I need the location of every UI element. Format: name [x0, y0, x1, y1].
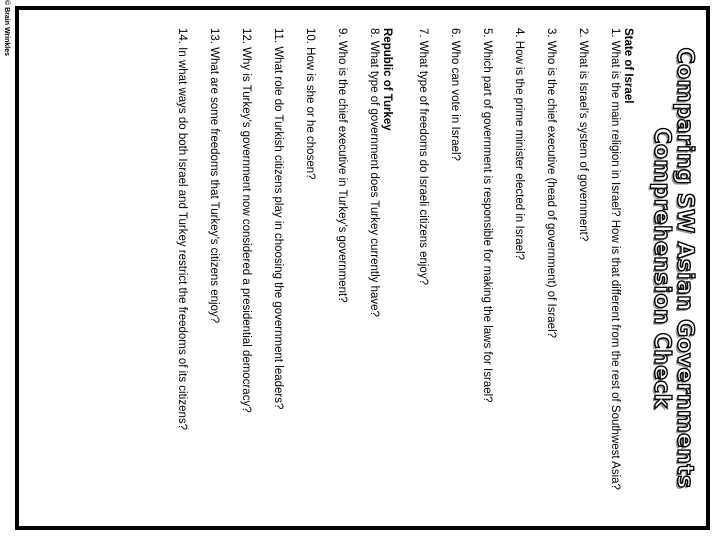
- section-israel: [416, 28, 634, 508]
- question-11: 11. What role do Turkish citizens play in choosing the government leaders?: [272, 28, 284, 410]
- section-turkey: [175, 28, 393, 508]
- questions-content: [175, 28, 634, 508]
- section-heading: Republic of Turkey: [381, 28, 393, 131]
- question-2: 2. What is Israel’s system of government?: [577, 28, 589, 242]
- question-10: 10. How is she or he chosen?: [304, 28, 316, 180]
- question-8: 8. What type of government does Turkey currently have?: [368, 28, 380, 317]
- section-heading: State of Israel: [622, 28, 634, 104]
- question-13: 13. What are some freedoms that Turkey’s citizens enjoy?: [208, 28, 220, 324]
- worksheet-title: [650, 28, 696, 508]
- question-12: 12. Why is Turkey’s government now considered a presidential democracy?: [240, 28, 252, 413]
- question-14: 14. In what ways do both Israel and Turkey restrict the freedoms of its citizens?: [176, 28, 188, 431]
- question-3: 3. Who is the chief executive (head of government) of Israel?: [545, 28, 557, 339]
- question-1: 1. What is the main religion in Israel? How is that different from the rest of Southwest Asia?: [609, 28, 621, 490]
- question-6: 6. Who can vote in Israel?: [449, 28, 461, 161]
- title-line-1: Comparing SW Asian Governments: [672, 47, 697, 489]
- question-5: 5. Which part of government is responsible for making the laws for Israel?: [481, 28, 493, 403]
- copyright-text: © Brain Wrinkles: [3, 0, 10, 56]
- question-4: 4. How is the prime minister elected in Israel?: [513, 28, 525, 261]
- title-line-2: Comprehension Check: [649, 127, 674, 409]
- question-7: 7. What type of freedoms do Israeli citizens enjoy?: [417, 28, 429, 285]
- rotated-content: [23, 14, 702, 522]
- worksheet-frame: [15, 6, 710, 530]
- question-9: 9. Who is the chief executive in Turkey’s government?: [336, 28, 348, 303]
- copyright-notice: [0, 0, 14, 80]
